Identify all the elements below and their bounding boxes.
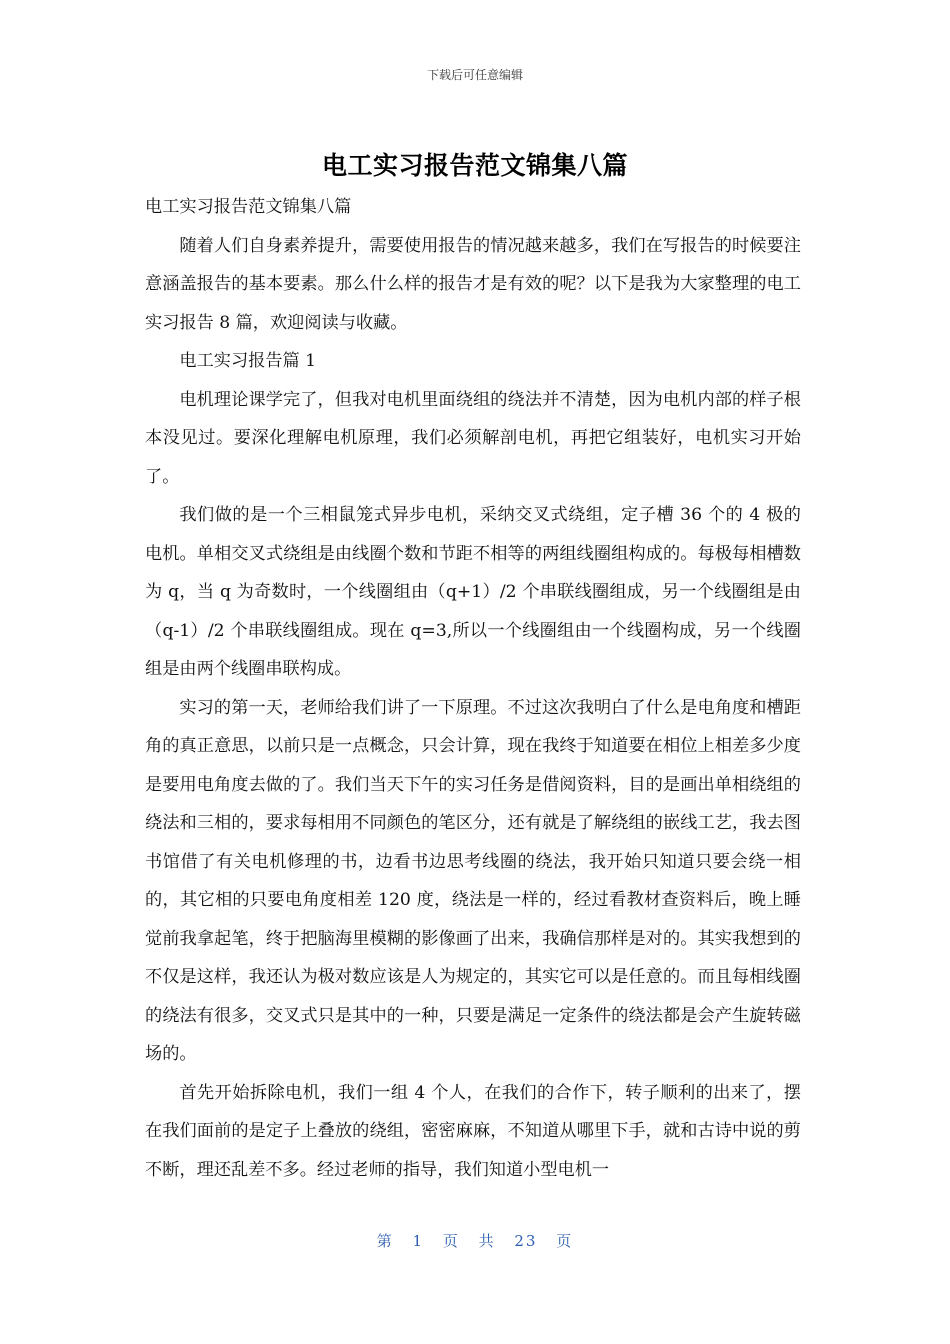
section-heading: 电工实习报告篇 1: [179, 351, 317, 371]
body-paragraph: 首先开始拆除电机，我们一组 4 个人，在我们的合作下，转子顺利的出来了，摆在我们面前的是定子上叠放的绕组，密密麻麻，不知道从哪里下手，就和古诗中说的剪不断，理还乱差不多。经过老师的指导，我们知道小型电机一: [145, 1082, 801, 1180]
page-number-footer: 第 1 页 共 23 页: [376, 1232, 574, 1250]
body-paragraph: 电机理论课学完了，但我对电机里面绕组的绕法并不清楚，因为电机内部的样子根本没见过。要深化理解电机原理，我们必须解剖电机，再把它组装好，电机实习开始了。: [145, 389, 801, 487]
subtitle-paragraph: 电工实习报告范文锦集八篇: [145, 197, 352, 217]
body-paragraph: 实习的第一天，老师给我们讲了一下原理。不过这次我明白了什么是电角度和槽距角的真正意思，以前只是一点概念，只会计算，现在我终于知道要在相位上相差多少度是要用电角度去做的了。我们当天下午的实习任务是借阅资料，目的是画出单相绕组的绕法和三相的，要求每相用不同颜色的笔区分，还有就是了解绕组的嵌线工艺，我去图书馆借了有关电机修理的书，边看书边思考线圈的绕法，我开始只知道只要会绕一相的，其它相的只要电角度相差 120 度，绕法是一样的，经过看教材查资料后，晚上睡觉前我拿起笔，终于把脑海里模糊的影像画了出来，我确信那样是对的。其实我想到的不仅是这样，我还认为极对数应该是人为规定的，其实它可以是任意的。而且每相线圈的绕法有很多，交叉式只是其中的一种，只要是满足一定条件的绕法都是会产生旋转磁场的。: [145, 697, 801, 1064]
intro-paragraph: 随着人们自身素养提升，需要使用报告的情况越来越多，我们在写报告的时候要注意涵盖报告的基本要素。那么什么样的报告才是有效的呢？以下是我为大家整理的电工实习报告 8 篇，欢迎阅读与收藏。: [145, 235, 801, 333]
document-body: [145, 188, 801, 1189]
body-paragraph: 我们做的是一个三相鼠笼式异步电机，采纳交叉式绕组，定子槽 36 个的 4 极的电机。单相交叉式绕组是由线圈个数和节距不相等的两组线圈组构成的。每极每相槽数为 q，当 q 为奇数时，一个线圈组由（q+1）/2 个串联线圈组成，另一个线圈组是由（q-1）/2 个串联线圈组成。现在 q=3,所以一个线圈组由一个线圈构成，另一个线圈组是由两个线圈串联构成。: [145, 505, 801, 679]
document-title: 电工实习报告范文锦集八篇: [321, 151, 628, 180]
header-note: 下载后可任意编辑: [426, 68, 523, 82]
